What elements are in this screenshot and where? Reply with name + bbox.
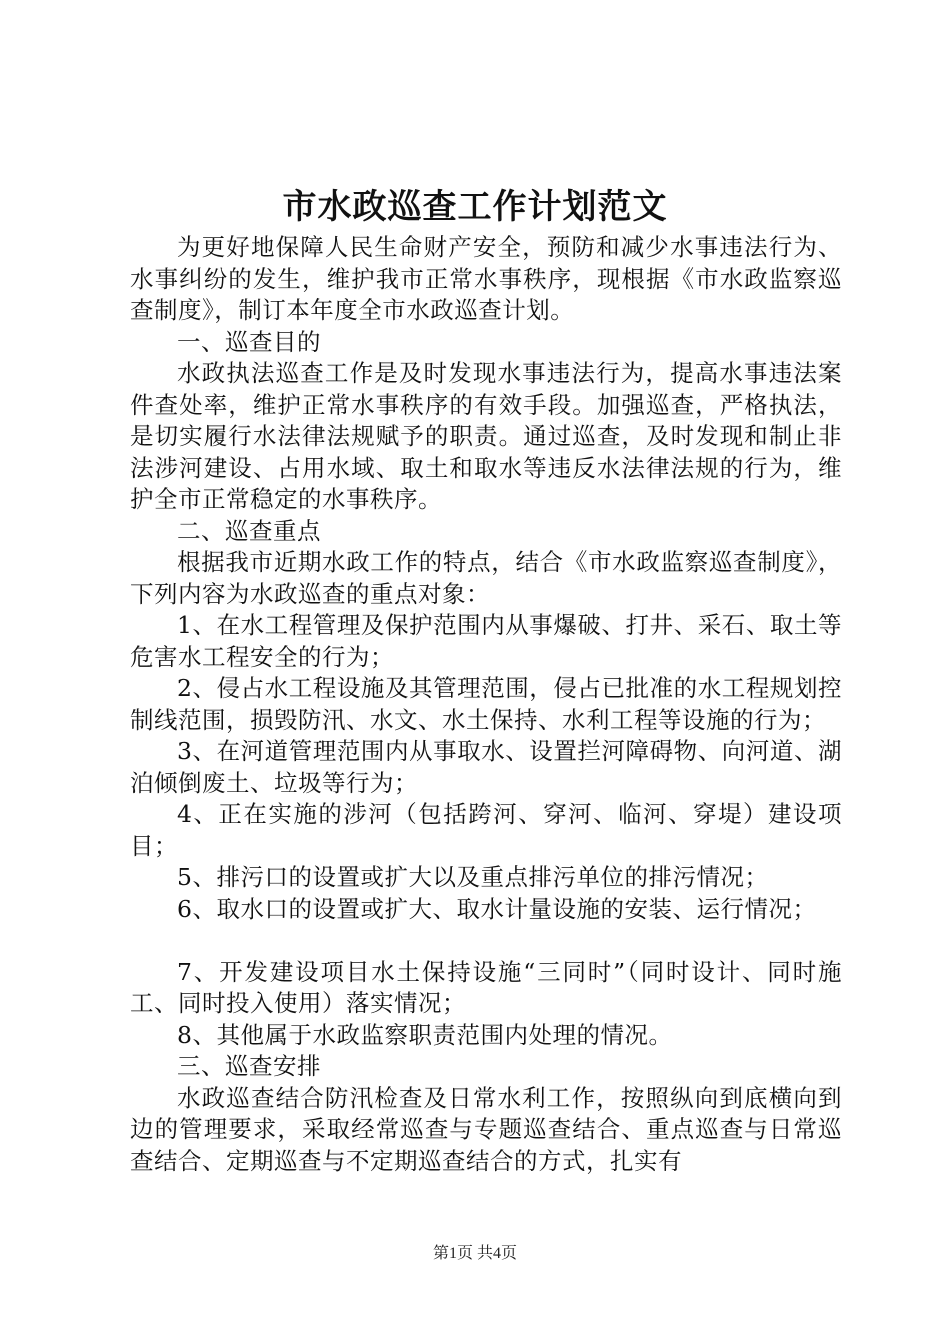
document-body — [130, 232, 842, 1177]
list-item-3: 3、在河道管理范围内从事取水、设置拦河障碍物、向河道、湖泊倾倒废土、垃圾等行为； — [130, 737, 842, 797]
page-footer: 第1页 共4页 — [432, 1245, 517, 1262]
document-title: 市水政巡查工作计划范文 — [282, 187, 668, 227]
section-heading-focus: 二、巡查重点 — [177, 516, 321, 545]
paragraph-focus-intro: 根据我市近期水政工作的特点，结合《市水政监察巡查制度》，下列内容为水政巡查的重点对象： — [130, 548, 842, 608]
list-item-2: 2、侵占水工程设施及其管理范围，侵占已批准的水工程规划控制线范围，损毁防汛、水文、水土保持、水利工程等设施的行为； — [130, 674, 842, 734]
section-heading-arrangement: 三、巡查安排 — [177, 1052, 321, 1080]
list-item-6: 6、取水口的设置或扩大、取水计量设施的安装、运行情况； — [177, 894, 817, 923]
paragraph-intro: 为更好地保障人民生命财产安全，预防和减少水事违法行为、水事纠纷的发生，维护我市正常水事秩序，现根据《市水政监察巡查制度》，制订本年度全市水政巡查计划。 — [130, 233, 842, 324]
section-heading-purpose: 一、巡查目的 — [177, 327, 321, 356]
list-item-7: 7、开发建设项目水土保持设施“三同时”（同时设计、同时施工、同时投入使用）落实情况； — [130, 957, 842, 1017]
paragraph-arrangement: 水政巡查结合防汛检查及日常水利工作，按照纵向到底横向到边的管理要求，采取经常巡查与专题巡查结合、重点巡查与日常巡查结合、定期巡查与不定期巡查结合的方式，扎实有 — [130, 1083, 842, 1175]
list-item-1: 1、在水工程管理及保护范围内从事爆破、打井、采石、取土等危害水工程安全的行为； — [130, 611, 842, 671]
list-item-8: 8、其他属于水政监察职责范围内处理的情况。 — [177, 1020, 673, 1049]
paragraph-purpose: 水政执法巡查工作是及时发现水事违法行为，提高水事违法案件查处率，维护正常水事秩序的有效手段。加强巡查，严格执法，是切实履行水法律法规赋予的职责。通过巡查，及时发现和制止非法涉河建设、占用水域、取土和取水等违反水法律法规的行为，维护全市正常稳定的水事秩序。 — [130, 359, 842, 513]
list-item-4: 4、正在实施的涉河（包括跨河、穿河、临河、穿堤）建设项目； — [130, 800, 842, 860]
list-item-5: 5、排污口的设置或扩大以及重点排污单位的排污情况； — [177, 863, 769, 891]
